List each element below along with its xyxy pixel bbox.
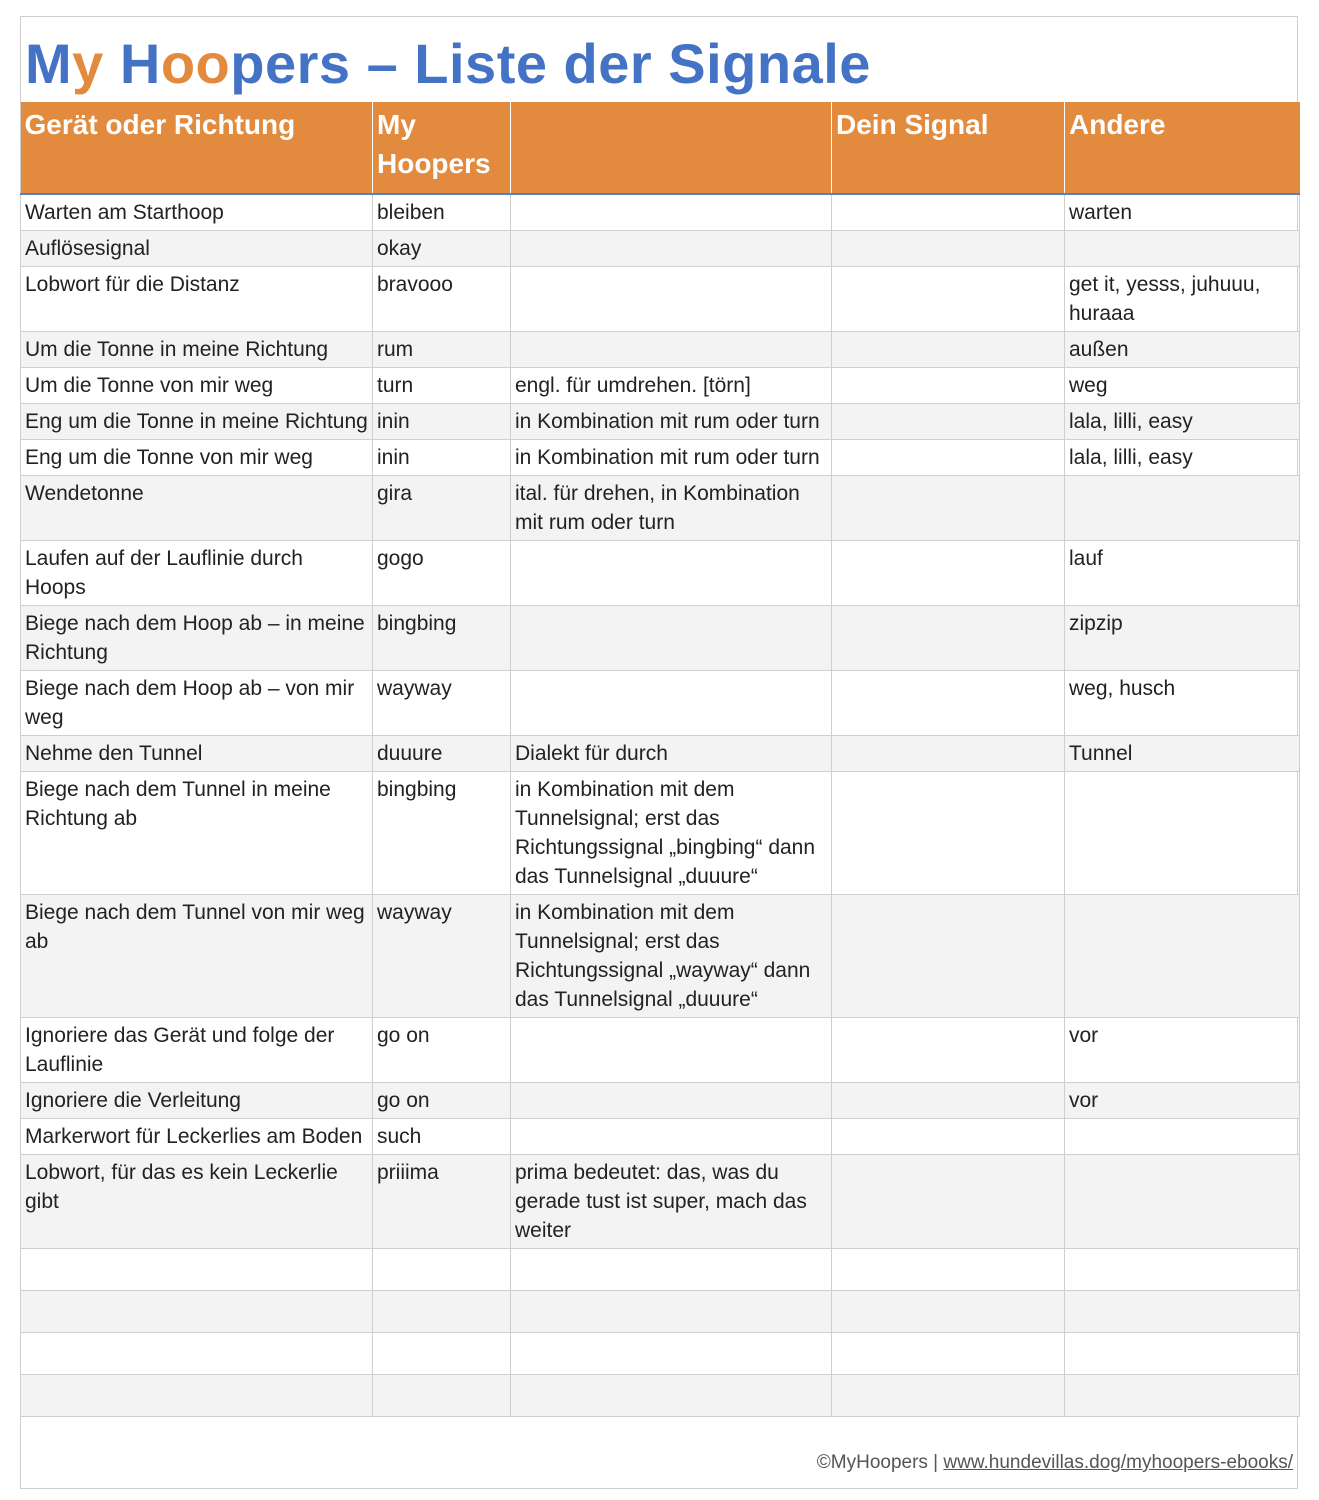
cell-notes: in Kombination mit rum oder turn: [511, 404, 832, 440]
document-frame: [20, 16, 1298, 1489]
table-row: [21, 606, 1300, 671]
cell-dein-signal: [832, 1155, 1065, 1249]
cell-geraet: Lobwort, für das es kein Leckerlie gibt: [21, 1155, 373, 1249]
cell-dein-signal: [832, 541, 1065, 606]
cell-andere: vor: [1065, 1083, 1300, 1119]
cell-geraet: Ignoriere die Verleitung: [21, 1083, 373, 1119]
cell-andere: weg: [1065, 368, 1300, 404]
empty-cell[interactable]: [1065, 1333, 1300, 1375]
table-row: [21, 231, 1300, 267]
table-row: [21, 476, 1300, 541]
cell-my-hoopers: gira: [373, 476, 511, 541]
cell-dein-signal: [832, 440, 1065, 476]
table-row: [21, 1018, 1300, 1083]
table-row: [21, 1155, 1300, 1249]
cell-my-hoopers: go on: [373, 1018, 511, 1083]
empty-cell[interactable]: [1065, 1249, 1300, 1291]
cell-dein-signal: [832, 1018, 1065, 1083]
empty-cell[interactable]: [832, 1333, 1065, 1375]
empty-cell[interactable]: [21, 1291, 373, 1333]
empty-cell[interactable]: [1065, 1291, 1300, 1333]
cell-andere: weg, husch: [1065, 671, 1300, 736]
cell-andere: [1065, 772, 1300, 895]
signals-table: [20, 102, 1300, 1417]
table-row: [21, 440, 1300, 476]
empty-cell[interactable]: [373, 1333, 511, 1375]
cell-dein-signal: [832, 231, 1065, 267]
cell-my-hoopers: bravooo: [373, 267, 511, 332]
cell-my-hoopers: inin: [373, 404, 511, 440]
empty-cell[interactable]: [373, 1249, 511, 1291]
empty-cell[interactable]: [21, 1375, 373, 1417]
title-part-1: M: [25, 32, 73, 95]
cell-andere: [1065, 1119, 1300, 1155]
cell-geraet: Lobwort für die Distanz: [21, 267, 373, 332]
cell-notes: ital. für drehen, in Kombination mit rum oder turn: [511, 476, 832, 541]
header-dein-signal: Dein Signal: [832, 102, 1065, 194]
cell-my-hoopers: duuure: [373, 736, 511, 772]
footer-credit: [817, 1452, 1293, 1474]
cell-my-hoopers: wayway: [373, 895, 511, 1018]
cell-my-hoopers: okay: [373, 231, 511, 267]
cell-notes: Dialekt für durch: [511, 736, 832, 772]
table-row: [21, 772, 1300, 895]
cell-my-hoopers: such: [373, 1119, 511, 1155]
cell-notes: [511, 606, 832, 671]
cell-geraet: Eng um die Tonne von mir weg: [21, 440, 373, 476]
table-row: [21, 267, 1300, 332]
cell-andere: warten: [1065, 194, 1300, 231]
empty-cell[interactable]: [511, 1333, 832, 1375]
cell-andere: lauf: [1065, 541, 1300, 606]
table-row: [21, 671, 1300, 736]
cell-geraet: Nehme den Tunnel: [21, 736, 373, 772]
cell-dein-signal: [832, 1083, 1065, 1119]
cell-my-hoopers: bingbing: [373, 772, 511, 895]
cell-geraet: Ignoriere das Gerät und folge der Lauflinie: [21, 1018, 373, 1083]
cell-geraet: Biege nach dem Tunnel von mir weg ab: [21, 895, 373, 1018]
empty-cell[interactable]: [832, 1375, 1065, 1417]
cell-andere: Tunnel: [1065, 736, 1300, 772]
header-geraet: Gerät oder Richtung: [21, 102, 373, 194]
table-header-row: [21, 102, 1300, 194]
cell-notes: [511, 231, 832, 267]
empty-cell[interactable]: [511, 1291, 832, 1333]
cell-andere: lala, lilli, easy: [1065, 404, 1300, 440]
table-row: [21, 541, 1300, 606]
cell-my-hoopers: turn: [373, 368, 511, 404]
cell-geraet: Biege nach dem Hoop ab – in meine Richtung: [21, 606, 373, 671]
table-row: [21, 404, 1300, 440]
title-part-4: oo: [160, 32, 231, 95]
cell-andere: [1065, 231, 1300, 267]
cell-dein-signal: [832, 1119, 1065, 1155]
empty-cell[interactable]: [511, 1249, 832, 1291]
empty-cell[interactable]: [21, 1249, 373, 1291]
table-row: [21, 194, 1300, 231]
cell-dein-signal: [832, 476, 1065, 541]
cell-dein-signal: [832, 895, 1065, 1018]
cell-andere: [1065, 476, 1300, 541]
empty-cell[interactable]: [511, 1375, 832, 1417]
table-body: [21, 194, 1300, 1417]
header-my-hoopers: My Hoopers: [373, 102, 511, 194]
cell-my-hoopers: rum: [373, 332, 511, 368]
cell-my-hoopers: bleiben: [373, 194, 511, 231]
cell-geraet: Um die Tonne von mir weg: [21, 368, 373, 404]
footer-copyright: ©MyHoopers |: [816, 1452, 944, 1473]
empty-cell[interactable]: [373, 1375, 511, 1417]
empty-cell[interactable]: [1065, 1375, 1300, 1417]
empty-cell[interactable]: [373, 1291, 511, 1333]
cell-geraet: Markerwort für Leckerlies am Boden: [21, 1119, 373, 1155]
cell-dein-signal: [832, 368, 1065, 404]
cell-notes: [511, 1083, 832, 1119]
cell-dein-signal: [832, 332, 1065, 368]
empty-table-row: [21, 1333, 1300, 1375]
cell-notes: engl. für umdrehen. [törn]: [511, 368, 832, 404]
cell-andere: [1065, 895, 1300, 1018]
cell-dein-signal: [832, 404, 1065, 440]
cell-geraet: Biege nach dem Hoop ab – von mir weg: [21, 671, 373, 736]
cell-geraet: Wendetonne: [21, 476, 373, 541]
cell-andere: außen: [1065, 332, 1300, 368]
cell-notes: prima bedeutet: das, was du gerade tust ist super, mach das weiter: [511, 1155, 832, 1249]
empty-table-row: [21, 1249, 1300, 1291]
cell-geraet: Warten am Starthoop: [21, 194, 373, 231]
header-notes: [511, 102, 832, 194]
table-row: [21, 1119, 1300, 1155]
title-part-2: y: [72, 32, 104, 95]
cell-my-hoopers: go on: [373, 1083, 511, 1119]
empty-table-row: [21, 1291, 1300, 1333]
cell-andere: get it, yesss, juhuuu, huraaa: [1065, 267, 1300, 332]
cell-my-hoopers: priiima: [373, 1155, 511, 1249]
cell-dein-signal: [832, 267, 1065, 332]
cell-notes: in Kombination mit rum oder turn: [511, 440, 832, 476]
cell-andere: vor: [1065, 1018, 1300, 1083]
cell-geraet: Biege nach dem Tunnel in meine Richtung ab: [21, 772, 373, 895]
cell-dein-signal: [832, 736, 1065, 772]
cell-notes: [511, 671, 832, 736]
cell-andere: lala, lilli, easy: [1065, 440, 1300, 476]
cell-notes: [511, 267, 832, 332]
cell-dein-signal: [832, 772, 1065, 895]
cell-dein-signal: [832, 606, 1065, 671]
table-row: [21, 332, 1300, 368]
cell-notes: in Kombination mit dem Tunnelsignal; erst das Richtungssignal „wayway“ dann das Tunnelsignal „duuure“: [511, 895, 832, 1018]
cell-geraet: Um die Tonne in meine Richtung: [21, 332, 373, 368]
cell-my-hoopers: inin: [373, 440, 511, 476]
header-andere: Andere: [1065, 102, 1300, 194]
cell-dein-signal: [832, 194, 1065, 231]
title-part-5: pers – Liste der Signale: [230, 32, 871, 95]
cell-notes: [511, 194, 832, 231]
empty-table-row: [21, 1375, 1300, 1417]
cell-my-hoopers: wayway: [373, 671, 511, 736]
cell-geraet: Auflösesignal: [21, 231, 373, 267]
empty-cell[interactable]: [832, 1249, 1065, 1291]
cell-notes: [511, 1018, 832, 1083]
cell-dein-signal: [832, 671, 1065, 736]
cell-notes: [511, 1119, 832, 1155]
cell-geraet: Laufen auf der Lauflinie durch Hoops: [21, 541, 373, 606]
table-row: [21, 895, 1300, 1018]
table-row: [21, 1083, 1300, 1119]
cell-notes: in Kombination mit dem Tunnelsignal; erst das Richtungssignal „bingbing“ dann das Tunnelsignal „duuure“: [511, 772, 832, 895]
cell-andere: [1065, 1155, 1300, 1249]
page-title: [25, 29, 871, 99]
table-row: [21, 736, 1300, 772]
empty-cell[interactable]: [832, 1291, 1065, 1333]
cell-notes: [511, 332, 832, 368]
title-part-3: H: [103, 32, 161, 95]
cell-my-hoopers: gogo: [373, 541, 511, 606]
cell-geraet: Eng um die Tonne in meine Richtung: [21, 404, 373, 440]
cell-my-hoopers: bingbing: [373, 606, 511, 671]
footer-link[interactable]: www.hundevillas.dog/myhoopers-ebooks/: [943, 1452, 1293, 1473]
empty-cell[interactable]: [21, 1333, 373, 1375]
cell-andere: zipzip: [1065, 606, 1300, 671]
cell-notes: [511, 541, 832, 606]
table-row: [21, 368, 1300, 404]
